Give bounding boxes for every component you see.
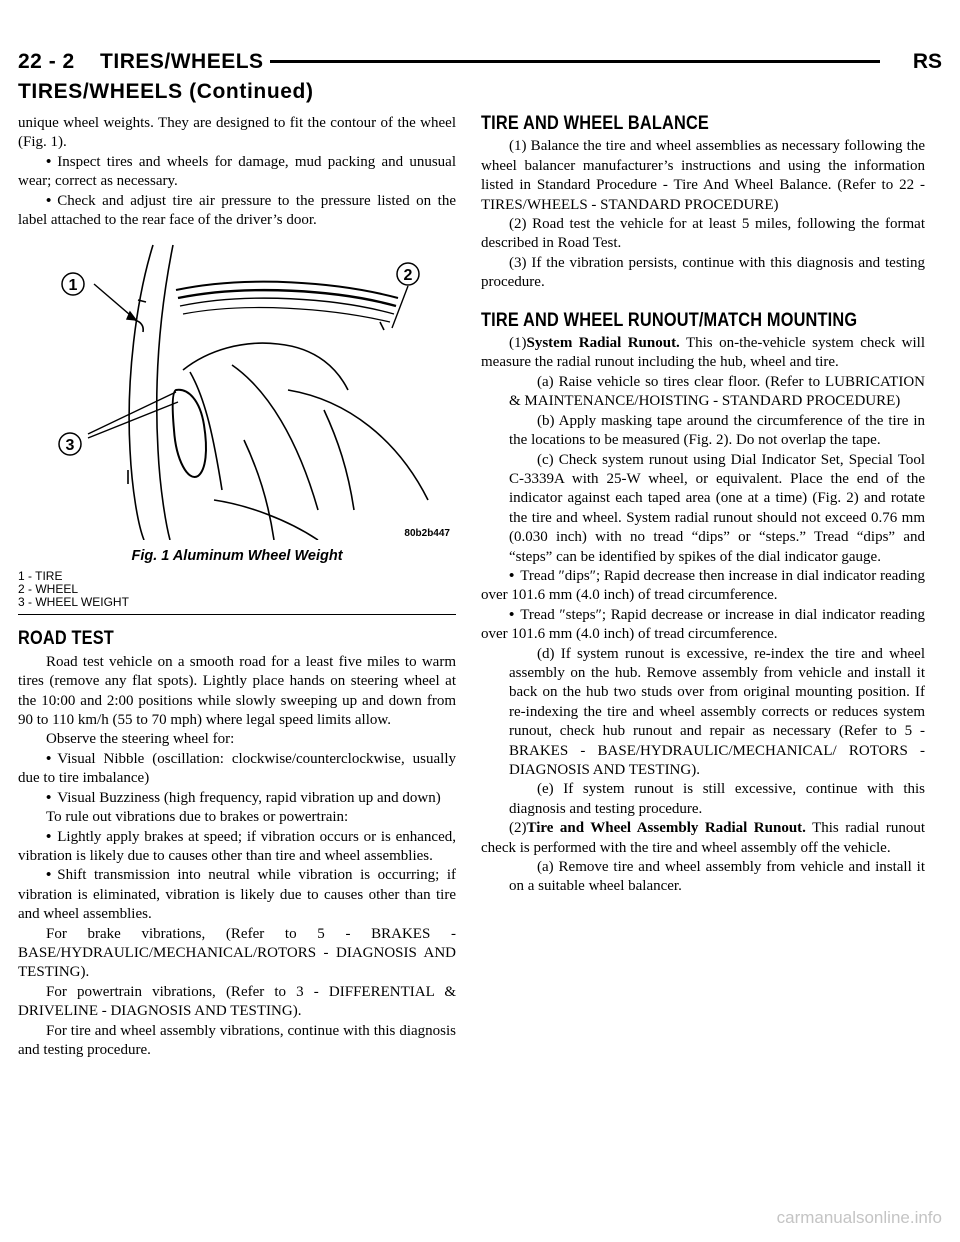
paragraph: For powertrain vibrations, (Refer to 3 - DIFFERENTIAL & DRIVELINE - DIAGNOSIS AND TESTING). — [18, 983, 456, 1020]
legend-item: 1 - TIRE — [18, 569, 63, 584]
paragraph: (1) Balance the tire and wheel assemblies as necessary following the wheel balancer manufacturer’s instructions and using the information listed in Standard Procedure - Tire And Wheel Balance. (Refer to 22 - TIRES/WHEELS - STANDARD PROCEDURE) — [481, 138, 925, 213]
paragraph: (2)Tire and Wheel Assembly Radial Runout. This radial runout check is performed with the tire and wheel assembly off the vehicle. — [481, 820, 925, 856]
figure-divider — [18, 614, 456, 615]
page-header — [18, 50, 942, 76]
sub-step: (a) Raise vehicle so tires clear floor. (Refer to LUBRICATION & MAINTENANCE/HOISTING - STANDARD PROCEDURE) — [509, 373, 925, 410]
watermark: carmanualsonline.info — [776, 1208, 942, 1227]
paragraph: For tire and wheel assembly vibrations, continue with this diagnosis and testing procedure. — [18, 1022, 456, 1058]
svg-text:2: 2 — [403, 267, 413, 285]
bullet-item: • Shift transmission into neutral while vibration is occurring; if vibration is eliminated, vibration is likely due to causes other than tire and wheel assemblies. — [18, 867, 456, 923]
paragraph: unique wheel weights. They are designed to fit the contour of the wheel (Fig. 1). — [18, 115, 456, 151]
continued-title: TIRES/WHEELS (Continued) — [18, 80, 314, 103]
figure-wheel-weight — [18, 240, 456, 610]
paragraph: Road test vehicle on a smooth road for a least five miles to warm tires (remove any flat spots). Lightly place hands on steering wheel at the 10:00 and 2:00 positions while slowly sweeping up and down from 90 to 110 km/h (55 to 70 mph) where legal speed limits allow. — [18, 653, 456, 729]
wheel-weight-illustration — [18, 240, 456, 540]
sub-step: (e) If system runout is still excessive, continue with this diagnosis and testing procedure. — [509, 781, 925, 817]
bullet-item: • Visual Buzziness (high frequency, rapid vibration up and down) — [46, 789, 441, 806]
callout-3 — [59, 433, 81, 455]
callout-1 — [62, 273, 84, 295]
bullet-item: • Lightly apply brakes at speed; if vibration occurs or is enhanced, vibration is likely due to causes other than tire and wheel assemblies. — [18, 828, 456, 864]
header-section-title: 22 - 2 TIRES/WHEELS — [18, 50, 264, 73]
right-column — [481, 114, 925, 897]
paragraph: Observe the steering wheel for: — [46, 731, 235, 748]
sub-step: (c) Check system runout using Dial Indicator Set, Special Tool C-3339A with 25-W wheel, or equivalent. Place the end of the indicator against each taped area (one at a time) (Fig. 2) and rotate the tire and wheel. System radial runout should not exceed 0.76 mm (0.030 inch) with no tread “dips” or “steps.” Tread “dips” and “steps” can be identified by spikes of the dial indicator gauge. — [509, 451, 925, 565]
bullet-item: • Check and adjust tire air pressure to the pressure listed on the label attached to the rear face of the driver’s door. — [18, 192, 456, 229]
section-title-road-test: ROAD TEST — [18, 628, 114, 650]
bullet-item: • Tread ″dips″; Rapid decrease then increase in dial indicator reading over 101.6 mm (4.0 inch) of tread circumference. — [481, 567, 925, 604]
figure-legend — [18, 570, 456, 609]
paragraph: (3) If the vibration persists, continue with this diagnosis and testing procedure. — [481, 254, 925, 291]
sub-step: (b) Apply masking tape around the circumference of the tire in the locations to be measured (Fig. 2). Do not overlap the tape. — [509, 412, 925, 449]
section-title-runout: TIRE AND WHEEL RUNOUT/MATCH MOUNTING — [481, 309, 858, 331]
section-title-balance: TIRE AND WHEEL BALANCE — [481, 113, 710, 134]
left-column — [18, 114, 456, 1060]
sub-step: (a) Remove tire and wheel assembly from vehicle and install it on a suitable wheel balancer. — [509, 859, 925, 895]
callout-2 — [397, 263, 419, 285]
bullet-item: • Tread ″steps″; Rapid decrease or increase in dial indicator reading over 101.6 mm (4.0 inch) of tread circumference. — [481, 606, 925, 643]
legend-item: 2 - WHEEL — [18, 582, 79, 597]
paragraph: (2) Road test the vehicle for at least 5 miles, following the format described in Road Test. — [481, 216, 925, 252]
bullet-item: • Inspect tires and wheels for damage, mud packing and unusual wear; correct as necessary. — [18, 153, 456, 190]
paragraph: To rule out vibrations due to brakes or powertrain: — [46, 809, 349, 826]
figure-caption: Fig. 1 Aluminum Wheel Weight — [131, 547, 343, 564]
figure-code: 80b2b447 — [404, 528, 450, 540]
paragraph: For brake vibrations, (Refer to 5 - BRAKES - BASE/HYDRAULIC/MECHANICAL/ROTORS - DIAGNOSIS AND TESTING). — [18, 925, 456, 981]
legend-item: 3 - WHEEL WEIGHT — [18, 595, 129, 610]
header-rule — [270, 60, 880, 63]
paragraph: (1)System Radial Runout. This on-the-vehicle system check will measure the radial runout including the hub, wheel and tire. — [481, 335, 925, 371]
header-model-code: RS — [912, 50, 942, 73]
svg-text:3: 3 — [65, 437, 75, 455]
sub-step: (d) If system runout is excessive, re-index the tire and wheel assembly on the hub. Remove assembly from vehicle and install it back on the hub two studs over from original mounting position. If re-indexing the tire and wheel assembly corrects or reduces system runout, check hub runout and repair as necessary (Refer to 5 - BRAKES - BASE/HYDRAULIC/MECHANICAL/ ROTORS - DIAGNOSIS AND TESTING). — [509, 645, 925, 778]
bullet-item: • Visual Nibble (oscillation: clockwise/counterclockwise, usually due to tire imbalance) — [18, 750, 456, 787]
svg-text:1: 1 — [68, 277, 78, 295]
